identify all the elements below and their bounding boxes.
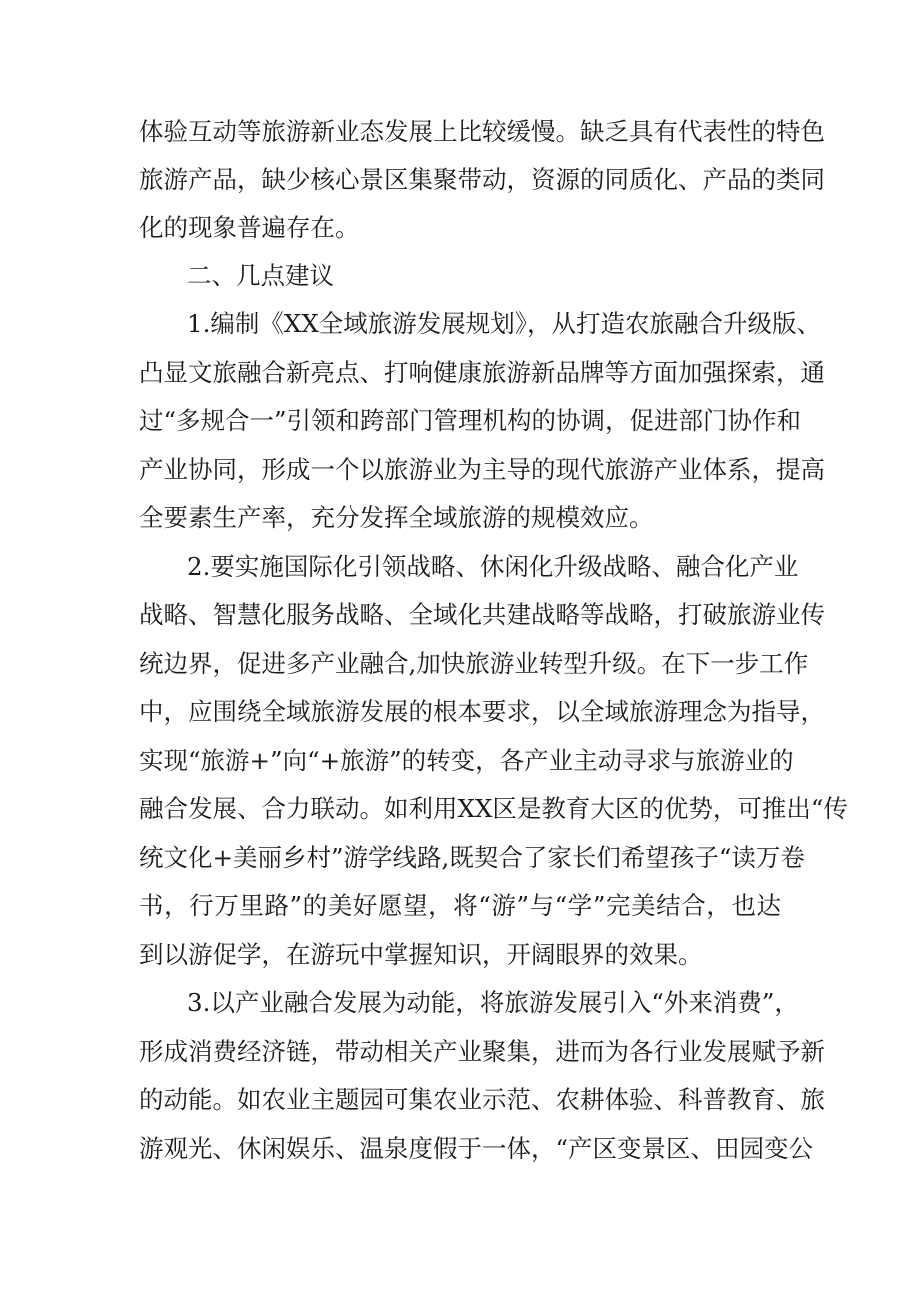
paragraph-line: 全要素生产率，充分发挥全域旅游的规模效应。 bbox=[139, 503, 654, 532]
paragraph-line: 体验互动等旅游新业态发展上比较缓慢。缺乏具有代表性的特色 bbox=[139, 117, 825, 146]
section-heading: 二、几点建议 bbox=[187, 261, 334, 290]
paragraph-line: 旅游产品，缺少核心景区集聚带动，资源的同质化、产品的类同 bbox=[139, 165, 825, 194]
paragraph-line: 融合发展、合力联动。如利用XX区是教育大区的优势，可推出“传 bbox=[139, 794, 848, 823]
paragraph-line: 战略、智慧化服务战略、全域化共建战略等战略，打破旅游业传 bbox=[139, 600, 825, 629]
paragraph-line: 中，应围绕全域旅游发展的根本要求，以全域旅游理念为指导， bbox=[139, 697, 825, 726]
paragraph-line: 2.要实施国际化引领战略、休闲化升级战略、融合化产业 bbox=[187, 552, 799, 581]
paragraph-line: 3.以产业融合发展为动能，将旅游发展引入“外来消费”， bbox=[187, 988, 799, 1017]
paragraph-line: 产业协同，形成一个以旅游业为主导的现代旅游产业体系，提高 bbox=[139, 455, 825, 484]
paragraph-line: 凸显文旅融合新亮点、打响健康旅游新品牌等方面加强探索，通 bbox=[139, 358, 825, 387]
paragraph-line: 游观光、休闲娱乐、温泉度假于一体，“产区变景区、田园变公 bbox=[139, 1134, 814, 1163]
paragraph-line: 1.编制《XX全域旅游发展规划》，从打造农旅融合升级版、 bbox=[187, 309, 822, 338]
paragraph-line: 形成消费经济链，带动相关产业聚集，进而为各行业发展赋予新 bbox=[139, 1037, 825, 1066]
paragraph-line: 到以游促学，在游玩中掌握知识，开阔眼界的效果。 bbox=[139, 940, 703, 969]
paragraph-line: 书，行万里路”的美好愿望，将“游”与“学”完美结合，也达 bbox=[139, 891, 781, 920]
paragraph-line: 化的现象普遍存在。 bbox=[139, 213, 360, 242]
paragraph-line: 统边界，促进多产业融合,加快旅游业转型升级。在下一步工作 bbox=[139, 649, 809, 678]
paragraph-line: 统文化+美丽乡村”游学线路,既契合了家长们希望孩子“读万卷 bbox=[139, 843, 805, 872]
paragraph-line: 实现“旅游+”向“+旅游”的转变，各产业主动寻求与旅游业的 bbox=[139, 746, 794, 775]
paragraph-line: 过“多规合一”引领和跨部门管理机构的协调，促进部门协作和 bbox=[139, 406, 802, 435]
paragraph-line: 的动能。如农业主题园可集农业示范、农耕体验、科普教育、旅 bbox=[139, 1085, 825, 1114]
